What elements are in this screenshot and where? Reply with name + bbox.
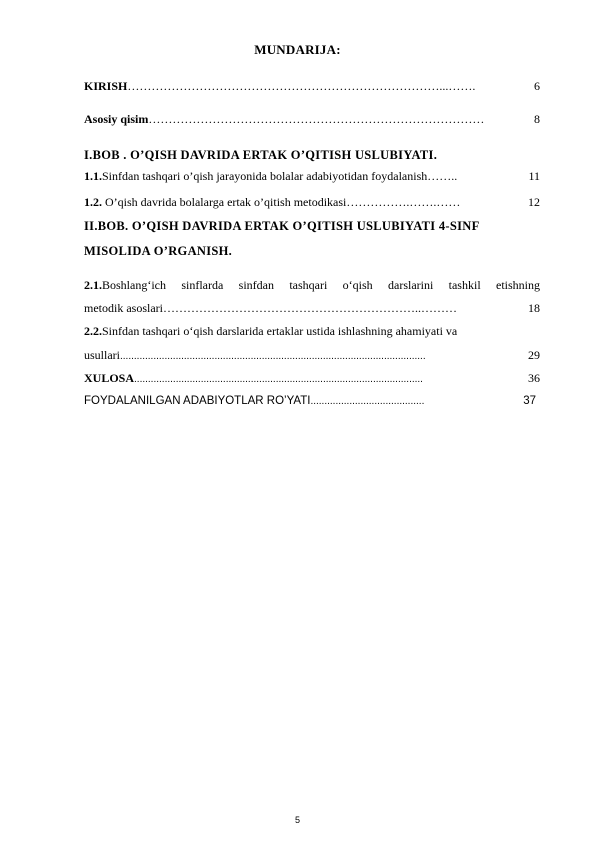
toc-page: 6 <box>534 79 540 93</box>
toc-number: 2.2. <box>84 324 102 338</box>
page-number: 5 <box>294 815 300 825</box>
toc-entry-2-1-cont[interactable] <box>84 301 540 316</box>
toc-label: usullari <box>84 348 120 362</box>
toc-label: FOYDALANILGAN ADABIYOTLAR RO’YATI <box>84 395 311 407</box>
toc-entry-xulosa[interactable] <box>84 371 540 386</box>
toc-label: Sinfdan tashqari o’qish jarayonida bolalar adabiyotidan foydalanish <box>102 169 428 183</box>
chapter-heading-2: II.BOB. O’QISH DAVRIDA ERTAK O’QITISH USLUBIYATI 4-SINF <box>84 219 480 233</box>
toc-entry-2-2-cont[interactable] <box>84 348 540 363</box>
page-title: MUNDARIJA: <box>254 42 341 57</box>
toc-entry-1-1[interactable] <box>84 169 540 184</box>
toc-number: 2.1. <box>84 278 102 292</box>
chapter-heading-1: I.BOB . O’QISH DAVRIDA ERTAK O’QITISH USLUBIYATI. <box>84 148 438 162</box>
toc-leader: ……………………………………………………………………...……. <box>127 79 476 93</box>
toc-label: KIRISH <box>84 79 128 93</box>
toc-page: 37 <box>523 395 536 407</box>
toc-label: Boshlang‘ich sinflarda sinfdan tashqari o‘qish darslarini tashkil etishning <box>102 278 540 292</box>
toc-leader: ………………………………………………………..……… <box>162 301 457 315</box>
toc-entry-1-2[interactable] <box>84 195 540 210</box>
toc-entry-2-2[interactable] <box>84 324 540 339</box>
toc-leader: …………….…….…… <box>346 195 461 209</box>
toc-entry-references[interactable] <box>84 395 536 407</box>
toc-number: 1.1. <box>84 169 102 183</box>
toc-entry-asosiy-qisim[interactable] <box>84 112 540 127</box>
toc-page: 8 <box>534 112 540 126</box>
toc-page: 11 <box>528 169 540 183</box>
toc-leader: ......................................... <box>310 396 425 407</box>
toc-label: metodik asoslari <box>84 301 163 315</box>
toc-page: 12 <box>528 195 540 209</box>
toc-label: XULOSA <box>84 371 135 385</box>
toc-leader: .............................................................................................................. <box>120 351 426 362</box>
toc-page: 36 <box>528 371 540 385</box>
chapter-heading-2-cont: MISOLIDA O’RGANISH. <box>84 244 233 258</box>
toc-page: 18 <box>528 301 540 315</box>
toc-entry-kirish[interactable] <box>84 79 540 94</box>
toc-label: Sinfdan tashqari o‘qish darslarida ertaklar ustida ishlashning ahamiyati va <box>102 324 458 338</box>
toc-page: 29 <box>528 348 540 362</box>
toc-leader: …….. <box>427 169 458 183</box>
toc-leader: ………………………………………………………………………… <box>148 112 485 126</box>
toc-number: 1.2. <box>84 195 102 209</box>
toc-entry-2-1[interactable] <box>84 278 540 293</box>
toc-label: O’qish davrida bolalarga ertak o’qitish metodikasi <box>102 195 347 209</box>
toc-leader: ........................................................................................................ <box>134 374 423 385</box>
toc-label: Asosiy qisim <box>84 112 149 126</box>
